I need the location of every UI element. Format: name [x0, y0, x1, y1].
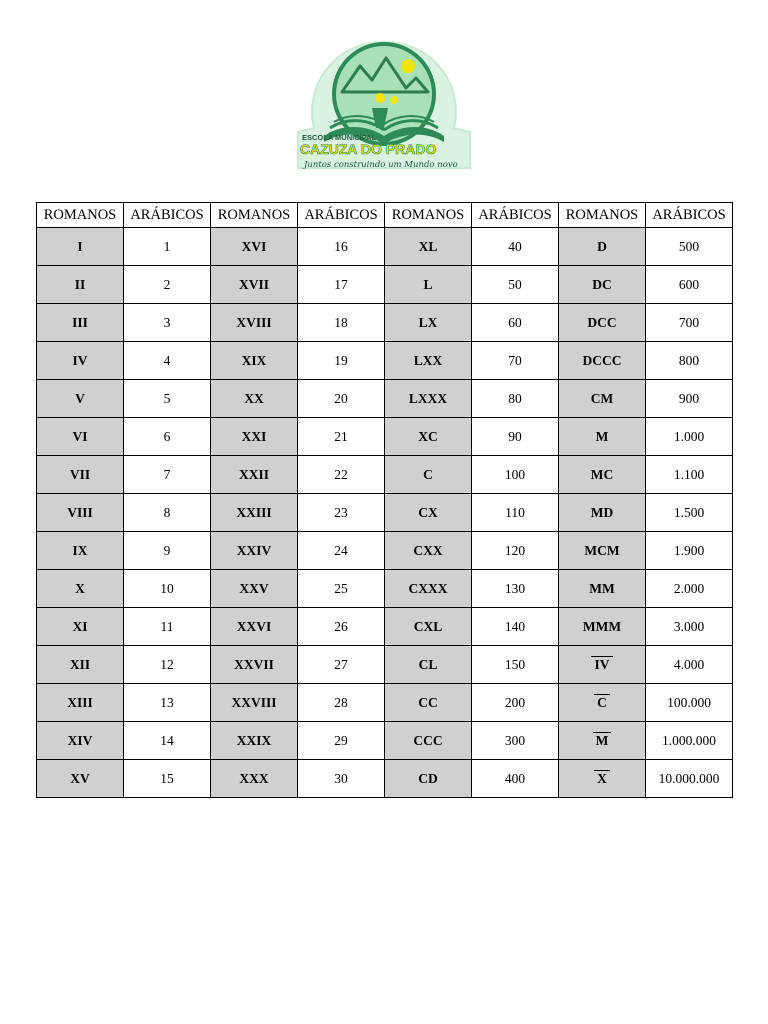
arabic-number-cell: 40: [472, 228, 559, 266]
roman-numeral-cell: [385, 266, 472, 304]
arabic-number-cell: 200: [472, 684, 559, 722]
arabic-number-cell: 2: [124, 266, 211, 304]
roman-numeral-cell: [37, 532, 124, 570]
arabic-number-cell: 24: [298, 532, 385, 570]
arabic-number-cell: 19: [298, 342, 385, 380]
arabic-number-cell: 3: [124, 304, 211, 342]
roman-numeral-cell: [559, 266, 646, 304]
roman-numeral-cell: [211, 494, 298, 532]
arabic-number-cell: 13: [124, 684, 211, 722]
school-logo: [294, 36, 474, 176]
roman-numeral: XVII: [238, 276, 269, 292]
roman-numeral-cell: [385, 380, 472, 418]
roman-numeral-cell: [559, 380, 646, 418]
roman-numeral: MMM: [582, 618, 622, 634]
header-arabicos-3: ARÁBICOS: [472, 203, 559, 228]
table-row: [37, 722, 733, 760]
roman-numeral-cell: [559, 760, 646, 798]
roman-numeral-cell: [37, 304, 124, 342]
roman-numeral-cell: [385, 456, 472, 494]
arabic-number-cell: 100.000: [646, 684, 733, 722]
arabic-number-cell: 25: [298, 570, 385, 608]
roman-numeral-cell: [559, 646, 646, 684]
roman-numeral-cell: [559, 494, 646, 532]
roman-numeral: XI: [72, 618, 88, 634]
roman-numeral-cell: [211, 684, 298, 722]
roman-numeral: LXXX: [408, 390, 448, 406]
arabic-number-cell: 3.000: [646, 608, 733, 646]
roman-numeral-cell: [385, 760, 472, 798]
table-row: [37, 304, 733, 342]
table-row: [37, 494, 733, 532]
roman-numeral-vinculum: X: [594, 770, 610, 787]
roman-numeral: XXVII: [234, 656, 274, 672]
table-row: [37, 684, 733, 722]
roman-numeral: LXX: [413, 352, 443, 368]
roman-numeral: XL: [418, 238, 438, 254]
roman-numeral: VII: [69, 466, 91, 482]
header-arabicos-1: ARÁBICOS: [124, 203, 211, 228]
roman-numeral-cell: [385, 494, 472, 532]
roman-numeral: MD: [590, 504, 614, 520]
arabic-number-cell: 26: [298, 608, 385, 646]
roman-numeral: DC: [592, 276, 612, 292]
header-romanos-1: ROMANOS: [37, 203, 124, 228]
arabic-number-cell: 120: [472, 532, 559, 570]
roman-numeral: MC: [590, 466, 614, 482]
logo-line2: CAZUZA DO PRADO: [300, 141, 437, 157]
arabic-number-cell: 15: [124, 760, 211, 798]
roman-numeral: XC: [418, 428, 438, 444]
arabic-number-cell: 4: [124, 342, 211, 380]
arabic-number-cell: 700: [646, 304, 733, 342]
roman-numeral-vinculum: M: [593, 732, 612, 749]
arabic-number-cell: 70: [472, 342, 559, 380]
roman-numeral-cell: [211, 228, 298, 266]
arabic-number-cell: 2.000: [646, 570, 733, 608]
roman-numeral-cell: [211, 418, 298, 456]
roman-numeral: XVI: [241, 238, 267, 254]
arabic-number-cell: 12: [124, 646, 211, 684]
logo-line1: ESCOLA MUNICIPAL: [302, 133, 377, 142]
roman-numeral-cell: [37, 684, 124, 722]
roman-numeral: IV: [72, 352, 88, 368]
roman-numeral: X: [75, 580, 85, 596]
arabic-number-cell: 130: [472, 570, 559, 608]
roman-numeral-cell: [211, 456, 298, 494]
arabic-number-cell: 500: [646, 228, 733, 266]
roman-numeral: III: [72, 314, 88, 330]
arabic-number-cell: 8: [124, 494, 211, 532]
arabic-number-cell: 1.500: [646, 494, 733, 532]
roman-numeral: CM: [590, 390, 614, 406]
arabic-number-cell: 80: [472, 380, 559, 418]
table-row: [37, 646, 733, 684]
roman-numeral: L: [423, 276, 433, 292]
arabic-number-cell: 50: [472, 266, 559, 304]
roman-numeral-cell: [211, 342, 298, 380]
roman-numeral: LX: [418, 314, 438, 330]
roman-numeral-cell: [385, 342, 472, 380]
roman-numeral-cell: [37, 228, 124, 266]
arabic-number-cell: 800: [646, 342, 733, 380]
arabic-number-cell: 5: [124, 380, 211, 418]
roman-numeral-cell: [37, 722, 124, 760]
roman-numeral: CXX: [413, 542, 443, 558]
arabic-number-cell: 20: [298, 380, 385, 418]
roman-numeral: CL: [418, 656, 438, 672]
roman-numeral-cell: [559, 228, 646, 266]
roman-numeral: XXV: [239, 580, 269, 596]
roman-numeral: XIV: [67, 732, 93, 748]
roman-numerals-table: [36, 202, 733, 798]
roman-numeral: XXX: [239, 770, 269, 786]
roman-numeral-cell: [559, 304, 646, 342]
header-arabicos-2: ARÁBICOS: [298, 203, 385, 228]
roman-numeral-cell: [37, 646, 124, 684]
roman-numeral: IX: [72, 542, 88, 558]
roman-numeral: CD: [418, 770, 438, 786]
roman-numeral: VIII: [67, 504, 93, 520]
arabic-number-cell: 1.000: [646, 418, 733, 456]
roman-numeral: MCM: [584, 542, 620, 558]
roman-numeral: CCC: [413, 732, 443, 748]
arabic-number-cell: 140: [472, 608, 559, 646]
arabic-number-cell: 600: [646, 266, 733, 304]
roman-numeral-cell: [385, 532, 472, 570]
roman-numeral-cell: [385, 646, 472, 684]
arabic-number-cell: 23: [298, 494, 385, 532]
roman-numeral: XXII: [238, 466, 269, 482]
table-row: [37, 266, 733, 304]
roman-numeral-cell: [211, 760, 298, 798]
roman-numeral: XXIII: [236, 504, 272, 520]
roman-numeral: XXIV: [236, 542, 272, 558]
roman-numeral: CXL: [413, 618, 443, 634]
roman-numeral-cell: [37, 456, 124, 494]
roman-numeral-cell: [211, 532, 298, 570]
arabic-number-cell: 6: [124, 418, 211, 456]
roman-numeral: XXIX: [236, 732, 272, 748]
arabic-number-cell: 29: [298, 722, 385, 760]
roman-numeral: M: [595, 428, 609, 444]
roman-numeral-cell: [385, 608, 472, 646]
roman-numeral-cell: [37, 494, 124, 532]
header-romanos-4: ROMANOS: [559, 203, 646, 228]
roman-numeral-cell: [385, 722, 472, 760]
arabic-number-cell: 150: [472, 646, 559, 684]
arabic-number-cell: 110: [472, 494, 559, 532]
roman-numeral-cell: [211, 722, 298, 760]
roman-numeral-cell: [37, 608, 124, 646]
arabic-number-cell: 21: [298, 418, 385, 456]
arabic-number-cell: 14: [124, 722, 211, 760]
roman-numeral-cell: [211, 304, 298, 342]
arabic-number-cell: 28: [298, 684, 385, 722]
arabic-number-cell: 1.100: [646, 456, 733, 494]
roman-numeral-cell: [385, 418, 472, 456]
roman-numeral-cell: [211, 570, 298, 608]
roman-numeral: DCCC: [582, 352, 622, 368]
arabic-number-cell: 90: [472, 418, 559, 456]
table-row: [37, 760, 733, 798]
roman-numeral-cell: [37, 418, 124, 456]
roman-numeral: I: [77, 238, 83, 254]
roman-numeral: XXVIII: [231, 694, 277, 710]
arabic-number-cell: 9: [124, 532, 211, 570]
roman-numeral-cell: [385, 570, 472, 608]
roman-numeral-cell: [559, 684, 646, 722]
roman-numeral: XV: [70, 770, 90, 786]
arabic-number-cell: 4.000: [646, 646, 733, 684]
arabic-number-cell: 10.000.000: [646, 760, 733, 798]
roman-numeral-cell: [211, 646, 298, 684]
roman-numeral-cell: [559, 722, 646, 760]
arabic-number-cell: 30: [298, 760, 385, 798]
roman-numeral: XVIII: [236, 314, 272, 330]
header-romanos-3: ROMANOS: [385, 203, 472, 228]
roman-numeral: XX: [244, 390, 264, 406]
table-row: [37, 418, 733, 456]
arabic-number-cell: 900: [646, 380, 733, 418]
roman-numeral: CX: [418, 504, 438, 520]
school-logo-graphic: [294, 36, 474, 176]
table-header-row: [37, 203, 733, 228]
roman-numeral: VI: [72, 428, 88, 444]
arabic-number-cell: 7: [124, 456, 211, 494]
arabic-number-cell: 17: [298, 266, 385, 304]
arabic-number-cell: 100: [472, 456, 559, 494]
roman-numeral-cell: [559, 342, 646, 380]
header-arabicos-4: ARÁBICOS: [646, 203, 733, 228]
arabic-number-cell: 1: [124, 228, 211, 266]
roman-numeral: CC: [418, 694, 438, 710]
roman-numeral-cell: [37, 380, 124, 418]
roman-numeral: XIII: [67, 694, 93, 710]
arabic-number-cell: 18: [298, 304, 385, 342]
arabic-number-cell: 11: [124, 608, 211, 646]
roman-numeral: V: [75, 390, 85, 406]
table-row: [37, 380, 733, 418]
table-body: [37, 228, 733, 798]
arabic-number-cell: 1.000.000: [646, 722, 733, 760]
roman-numeral: XXI: [241, 428, 267, 444]
roman-numeral-cell: [37, 342, 124, 380]
roman-numeral-cell: [385, 228, 472, 266]
arabic-number-cell: 22: [298, 456, 385, 494]
roman-numeral: D: [597, 238, 607, 254]
table-row: [37, 342, 733, 380]
arabic-number-cell: 16: [298, 228, 385, 266]
arabic-number-cell: 60: [472, 304, 559, 342]
table-row: [37, 570, 733, 608]
roman-numeral: XIX: [241, 352, 267, 368]
logo-tagline: Juntos construindo um Mundo novo: [304, 160, 458, 170]
arabic-number-cell: 10: [124, 570, 211, 608]
roman-numeral-cell: [211, 380, 298, 418]
roman-numeral-cell: [37, 266, 124, 304]
roman-numeral: CXXX: [408, 580, 448, 596]
roman-numeral-cell: [211, 266, 298, 304]
roman-numeral-cell: [559, 570, 646, 608]
roman-numeral-vinculum: C: [594, 694, 610, 711]
arabic-number-cell: 1.900: [646, 532, 733, 570]
roman-numeral: XII: [69, 656, 91, 672]
table-row: [37, 456, 733, 494]
roman-numeral: XXVI: [236, 618, 272, 634]
roman-numeral-cell: [211, 608, 298, 646]
roman-numeral-cell: [559, 418, 646, 456]
roman-numeral: MM: [589, 580, 615, 596]
table-row: [37, 608, 733, 646]
arabic-number-cell: 300: [472, 722, 559, 760]
roman-numeral-vinculum: IV: [591, 656, 612, 673]
arabic-number-cell: 400: [472, 760, 559, 798]
arabic-number-cell: 27: [298, 646, 385, 684]
roman-numeral-cell: [37, 570, 124, 608]
table-row: [37, 228, 733, 266]
roman-numeral: II: [74, 276, 86, 292]
header-romanos-2: ROMANOS: [211, 203, 298, 228]
roman-numeral-cell: [385, 684, 472, 722]
roman-numeral: C: [423, 466, 433, 482]
roman-numeral-cell: [559, 608, 646, 646]
roman-numeral-cell: [385, 304, 472, 342]
table-row: [37, 532, 733, 570]
roman-numeral-cell: [559, 456, 646, 494]
roman-numeral: DCC: [587, 314, 617, 330]
roman-numeral-cell: [37, 760, 124, 798]
roman-numeral-cell: [559, 532, 646, 570]
